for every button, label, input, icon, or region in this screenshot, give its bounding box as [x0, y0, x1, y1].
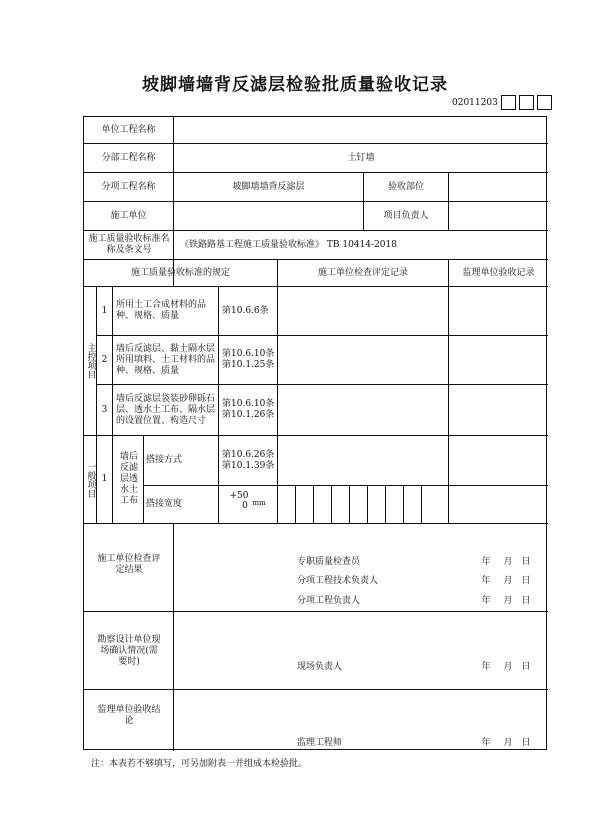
main-item-2-contractor-cell[interactable]: [278, 336, 448, 384]
date-month-5: 月: [503, 737, 513, 748]
general-item-no: 1: [101, 474, 108, 484]
supervisor-conclusion-label: 监理单位验收结论: [97, 705, 161, 726]
general-item-1-supervisor-cell[interactable]: [449, 436, 548, 485]
code-box-3[interactable]: [537, 95, 552, 110]
tolerance-lower: 0: [242, 500, 248, 511]
date-month-3: 月: [503, 595, 513, 606]
main-item-3-supervisor-cell[interactable]: [449, 385, 548, 435]
inspection-form: [83, 116, 547, 750]
date-day-4: 日: [521, 661, 531, 672]
main-item-3-clause: 第10.6.10条 第10.1.26条: [222, 399, 275, 420]
date-month-1: 月: [503, 556, 513, 567]
main-item-3-contractor-cell[interactable]: [278, 385, 448, 435]
main-item-3-desc: 墙后反滤层袋装砂卵砾石层、透水土工布、隔水层的设置位置、构造尺寸: [116, 393, 216, 426]
date-day-3: 日: [521, 595, 531, 606]
tolerance-upper: +50: [229, 490, 249, 501]
general-item-1-clause: 第10.6.26条 第10.1.39条: [222, 449, 275, 471]
main-item-2-desc: 墙后反滤层、黏土隔水层所用填料、土工材料的品种、规格、质量: [116, 343, 216, 376]
date-year-2: 年: [481, 575, 491, 586]
standard-value: 《铁路路基工程施工质量验收标准》 TB 10414-2018: [180, 239, 397, 250]
column-contractor-record: 施工单位检查评定记录: [317, 267, 408, 278]
general-item-2-measure-cells[interactable]: [278, 486, 448, 523]
column-supervisor-record: 监理单位验收记录: [462, 267, 535, 278]
form-code-number: 02011203: [452, 97, 498, 108]
project-leader-field[interactable]: [449, 202, 548, 230]
date-month-4: 月: [503, 661, 513, 672]
tech-leader-label: 分项工程技术负责人: [297, 575, 379, 586]
acceptance-part-field[interactable]: [449, 173, 548, 201]
project-leader-label: 项目负责人: [383, 210, 429, 221]
general-item-2-supervisor-cell[interactable]: [449, 486, 548, 523]
general-item-1-contractor-cell[interactable]: [278, 436, 448, 485]
date-month-2: 月: [503, 575, 513, 586]
code-box-1[interactable]: [501, 95, 516, 110]
unit-project-field[interactable]: [174, 117, 548, 143]
division-field[interactable]: 土钉墙: [347, 152, 375, 163]
code-box-2[interactable]: [519, 95, 534, 110]
footnote: 注：本表若不够填写，可另加附表一并组成本检验批。: [91, 759, 308, 769]
main-item-1-contractor-cell[interactable]: [278, 287, 448, 335]
construction-unit-label: 施工单位: [110, 210, 147, 221]
main-items-label: 主控项目: [85, 343, 96, 379]
form-code: [452, 95, 552, 110]
date-year-5: 年: [481, 737, 491, 748]
column-spec: 施工质量验收标准的规定: [130, 267, 230, 278]
tolerance-unit: mm: [252, 498, 266, 507]
date-day-5: 日: [521, 737, 531, 748]
general-item-group: 墙后反滤层透水土工布: [119, 452, 138, 506]
date-year-4: 年: [481, 661, 491, 672]
main-item-1-clause: 第10.6.6条: [222, 305, 269, 316]
date-day-2: 日: [521, 575, 531, 586]
general-item-1-desc: 搭接方式: [146, 455, 183, 465]
supervising-engineer-label: 监理工程师: [297, 737, 343, 748]
contractor-result-label: 施工单位检查评定结果: [97, 554, 161, 575]
subitem-leader-label: 分项工程负责人: [297, 595, 361, 606]
acceptance-part-label: 验收部位: [387, 181, 424, 192]
subitem-field[interactable]: 坡脚墙墙背反滤层: [232, 181, 305, 192]
main-item-1-supervisor-cell[interactable]: [449, 287, 548, 335]
designer-confirm-label: 勘察设计单位现场确认情况(需要时): [97, 634, 161, 667]
unit-project-label: 单位工程名称: [101, 124, 156, 135]
site-leader-label: 现场负责人: [297, 661, 343, 672]
main-item-3-no: 3: [101, 404, 108, 415]
quality-inspector-label: 专职质量检查员: [297, 556, 361, 567]
division-label: 分部工程名称: [101, 152, 156, 163]
page-title: 坡脚墙墙背反滤层检验批质量验收记录: [142, 75, 448, 95]
construction-unit-field[interactable]: [174, 202, 363, 230]
subitem-label: 分项工程名称: [101, 181, 156, 192]
main-item-1-no: 1: [101, 305, 108, 316]
date-year-1: 年: [481, 556, 491, 567]
standard-label: 施工质量验收标准名称及条文号: [88, 234, 170, 255]
date-day-1: 日: [521, 556, 531, 567]
general-item-2-tolerance: [219, 486, 277, 523]
general-item-2-desc: 搭接宽度: [146, 499, 183, 509]
general-items-label: 一般项目: [85, 461, 96, 498]
main-item-2-clause: 第10.6.10条 第10.1.25条: [222, 349, 275, 370]
main-item-2-no: 2: [101, 354, 108, 365]
main-item-1-desc: 所用土工合成材料的品种、规格、质量: [116, 300, 207, 321]
main-item-2-supervisor-cell[interactable]: [449, 336, 548, 384]
date-year-3: 年: [481, 595, 491, 606]
